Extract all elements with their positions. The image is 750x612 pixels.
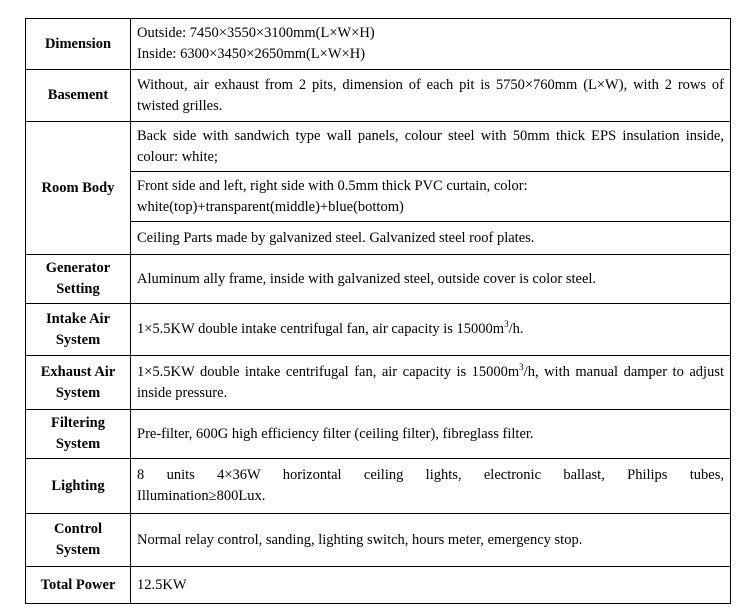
specification-table <box>25 18 731 604</box>
row-lighting <box>26 459 731 514</box>
row-dimension <box>26 19 731 70</box>
row-exhaust <box>26 356 731 410</box>
lighting-line2: Illumination≥800Lux. <box>137 488 266 504</box>
value-filtering: Pre-filter, 600G high efficiency filter (ceiling filter), fibreglass filter. <box>131 410 731 459</box>
label-intake-line1: Intake Air <box>45 310 111 327</box>
row-basement <box>26 70 731 122</box>
value-room-body-back: Back side with sandwich type wall panels, colour steel with 50mm thick EPS insulation inside, colour: white; <box>131 122 731 172</box>
intake-superscript: 3 <box>504 319 509 330</box>
row-room-body-front <box>26 172 731 222</box>
value-total-power: 12.5KW <box>131 567 731 604</box>
intake-text: 1×5.5KW double intake centrifugal fan, air capacity is 15000m <box>137 321 505 337</box>
label-generator <box>26 255 131 304</box>
label-filtering-line2: System <box>55 436 101 452</box>
value-lighting <box>131 459 731 514</box>
room-body-front-line1: Front side and left, right side with 0.5mm thick PVC curtain, color: <box>137 177 528 194</box>
label-room-body: Room Body <box>26 122 131 255</box>
label-control <box>26 514 131 567</box>
label-filtering-line1: Filtering <box>51 415 105 431</box>
label-lighting: Lighting <box>26 459 131 514</box>
value-exhaust <box>131 356 731 410</box>
dimension-inside: Inside: 6300×3450×2650mm(L×W×H) <box>137 46 366 62</box>
value-intake <box>131 304 731 356</box>
value-room-body-front <box>131 172 731 222</box>
value-generator: Aluminum ally frame, inside with galvanized steel, outside cover is color steel. <box>131 255 731 304</box>
label-exhaust <box>26 356 131 410</box>
exhaust-superscript: 3 <box>519 361 524 372</box>
label-intake <box>26 304 131 356</box>
label-exhaust-line2: System <box>55 384 101 401</box>
row-filtering <box>26 410 731 459</box>
value-dimension <box>131 19 731 70</box>
row-total-power <box>26 567 731 604</box>
intake-text-unit: /h. <box>508 321 524 337</box>
label-intake-line2: System <box>55 331 101 348</box>
row-control <box>26 514 731 567</box>
label-generator-line1: Generator <box>45 260 111 276</box>
label-exhaust-line1: Exhaust Air <box>40 363 116 380</box>
label-basement: Basement <box>26 70 131 122</box>
label-total-power: Total Power <box>26 567 131 604</box>
row-room-body-ceiling <box>26 222 731 255</box>
lighting-line1: 8 units 4×36W horizontal ceiling lights, electronic ballast, Philips tubes, <box>137 467 724 483</box>
dimension-outside: Outside: 7450×3550×3100mm(L×W×H) <box>137 25 375 41</box>
value-basement: Without, air exhaust from 2 pits, dimension of each pit is 5750×760mm (L×W), with 2 rows of twisted grilles. <box>131 70 731 122</box>
value-room-body-ceiling: Ceiling Parts made by galvanized steel. Galvanized steel roof plates. <box>131 222 731 255</box>
row-generator <box>26 255 731 304</box>
label-control-line1: Control <box>53 521 103 537</box>
row-intake <box>26 304 731 356</box>
value-control: Normal relay control, sanding, lighting switch, hours meter, emergency stop. <box>131 514 731 567</box>
exhaust-text-unit: /h, with manual damper to adjust inside pressure. <box>137 363 724 401</box>
label-dimension: Dimension <box>26 19 131 70</box>
label-control-line2: System <box>55 542 101 558</box>
label-generator-line2: Setting <box>56 281 100 297</box>
label-filtering <box>26 410 131 459</box>
exhaust-text: 1×5.5KW double intake centrifugal fan, air capacity is 15000m <box>137 363 520 380</box>
row-room-body-back <box>26 122 731 172</box>
room-body-front-line2: white(top)+transparent(middle)+blue(bottom) <box>137 198 404 215</box>
